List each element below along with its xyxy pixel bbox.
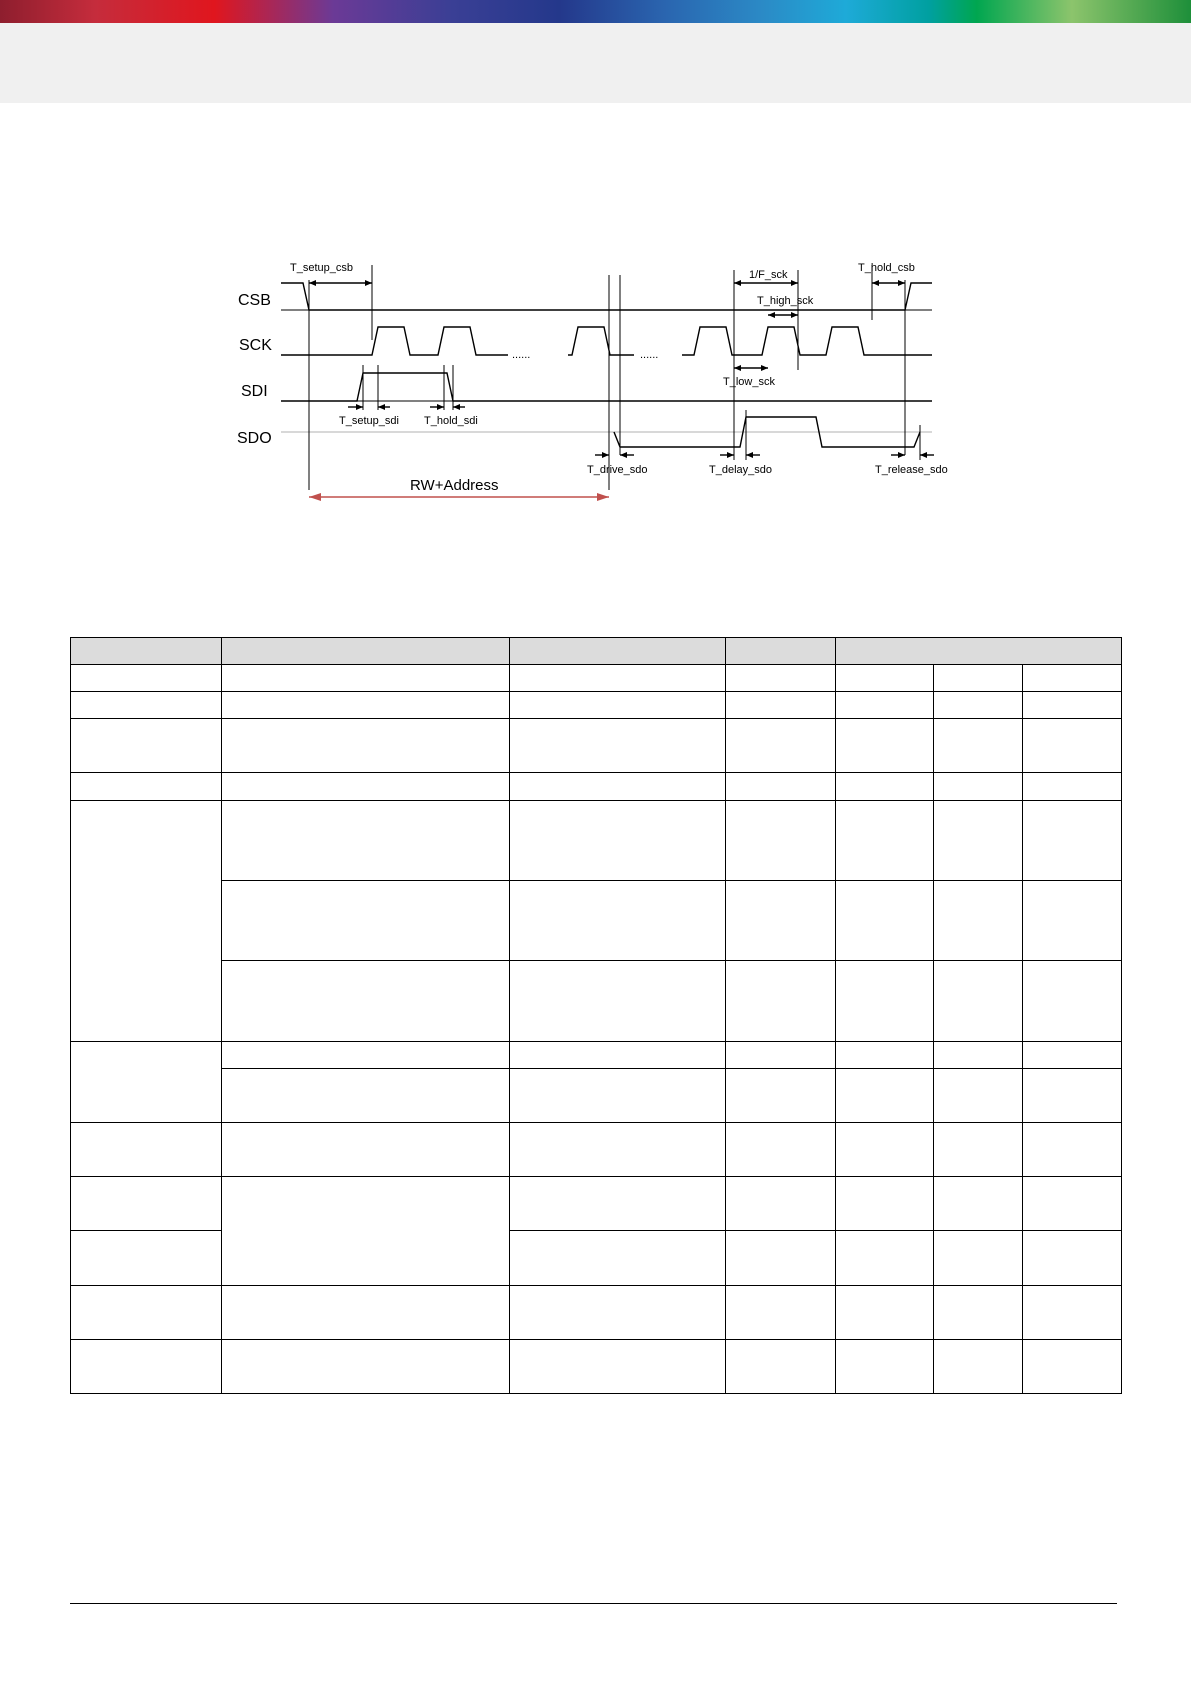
t-release-sdo-label: T_release_sdo: [875, 464, 948, 476]
table-cell: [71, 665, 222, 692]
table-cell: [222, 880, 510, 960]
header-cell: [726, 638, 836, 665]
table-cell: [726, 961, 836, 1041]
sck-waveform-end: [682, 327, 932, 355]
table-cell: [71, 1122, 222, 1176]
table-cell: [510, 961, 726, 1041]
table-cell: [726, 692, 836, 719]
table-cell: [510, 1339, 726, 1393]
table-cell: [934, 1041, 1023, 1068]
sck-continuation-dots-2: ......: [640, 349, 659, 361]
header-band: [0, 23, 1191, 103]
table-cell: [726, 773, 836, 800]
table-cell: [1023, 1068, 1122, 1122]
header-cell: [71, 638, 222, 665]
table-cell: [510, 1122, 726, 1176]
table-cell: [71, 1339, 222, 1393]
table-cell: [510, 1231, 726, 1285]
brand-color-bar: [0, 0, 1191, 23]
table-cell: [222, 1177, 510, 1285]
csb-waveform: [281, 283, 932, 310]
spi-timing-table: [70, 637, 1122, 1394]
table-row: [71, 1068, 1122, 1122]
table-cell: [934, 1339, 1023, 1393]
table-cell: [510, 692, 726, 719]
table-cell: [726, 1231, 836, 1285]
table-cell: [1023, 1122, 1122, 1176]
table-cell: [222, 1339, 510, 1393]
table-cell: [836, 1068, 934, 1122]
table-cell: [222, 773, 510, 800]
table-cell: [71, 1231, 222, 1285]
table-cell: [934, 773, 1023, 800]
table-cell: [1023, 1177, 1122, 1231]
table-cell: [222, 961, 510, 1041]
table-cell: [934, 665, 1023, 692]
table-cell: [1023, 880, 1122, 960]
table-cell: [836, 665, 934, 692]
table-cell: [510, 665, 726, 692]
table-cell: [836, 1339, 934, 1393]
table-cell: [726, 719, 836, 773]
table-cell: [222, 692, 510, 719]
table-cell: [726, 1285, 836, 1339]
table-cell: [726, 1177, 836, 1231]
table-cell: [934, 1068, 1023, 1122]
table-cell: [726, 800, 836, 880]
sdi-signal-label: SDI: [241, 383, 268, 400]
table-cell: [510, 1177, 726, 1231]
rw-address-label: RW+Address: [410, 477, 499, 494]
table-cell: [836, 961, 934, 1041]
table-cell: [836, 1177, 934, 1231]
table-cell: [222, 800, 510, 880]
table-body: [71, 665, 1122, 1394]
table-cell: [71, 692, 222, 719]
table-cell: [726, 1339, 836, 1393]
table-cell: [836, 1231, 934, 1285]
t-hold-csb-label: T_hold_csb: [858, 262, 915, 274]
table-cell: [836, 1122, 934, 1176]
table-cell: [1023, 1041, 1122, 1068]
table-cell: [934, 1122, 1023, 1176]
table-cell: [222, 665, 510, 692]
csb-signal-label: CSB: [238, 292, 271, 309]
table-cell: [222, 719, 510, 773]
table-row: [71, 1041, 1122, 1068]
table-cell: [71, 800, 222, 1041]
t-low-sck-label: T_low_sck: [723, 376, 775, 388]
table-cell: [510, 1068, 726, 1122]
table-cell: [934, 692, 1023, 719]
t-high-sck-label: T_high_sck: [757, 295, 814, 307]
table-cell: [1023, 1285, 1122, 1339]
f-sck-label: 1/F_sck: [749, 269, 788, 281]
t-setup-sdi-label: T_setup_sdi: [339, 415, 399, 427]
table-cell: [510, 1285, 726, 1339]
table-cell: [1023, 961, 1122, 1041]
table-row: [71, 880, 1122, 960]
table-cell: [836, 1041, 934, 1068]
t-delay-sdo-label: T_delay_sdo: [709, 464, 772, 476]
table-cell: [1023, 1339, 1122, 1393]
table-cell: [71, 1177, 222, 1231]
table-cell: [836, 719, 934, 773]
table-row: [71, 1339, 1122, 1393]
spi-timing-diagram: [0, 250, 1191, 520]
t-drive-sdo-label: T_drive_sdo: [587, 464, 648, 476]
table-row: [71, 719, 1122, 773]
table-cell: [1023, 800, 1122, 880]
t-setup-csb-label: T_setup_csb: [290, 262, 353, 274]
table-cell: [71, 719, 222, 773]
table-row: [71, 1177, 1122, 1231]
table-row: [71, 665, 1122, 692]
table-cell: [726, 880, 836, 960]
table-cell: [510, 800, 726, 880]
table-row: [71, 1285, 1122, 1339]
table-cell: [726, 1068, 836, 1122]
table-cell: [934, 800, 1023, 880]
table-cell: [836, 880, 934, 960]
table-cell: [1023, 773, 1122, 800]
sdi-waveform: [281, 373, 932, 401]
table-cell: [836, 800, 934, 880]
header-cell: [222, 638, 510, 665]
header-cell: [836, 638, 1122, 665]
table-cell: [222, 1041, 510, 1068]
table-cell: [836, 773, 934, 800]
table-cell: [934, 880, 1023, 960]
table-cell: [510, 773, 726, 800]
table-cell: [222, 1285, 510, 1339]
table-cell: [1023, 719, 1122, 773]
table-cell: [836, 1285, 934, 1339]
sck-continuation-dots: ......: [512, 349, 531, 361]
table-row: [71, 961, 1122, 1041]
table-row: [71, 1122, 1122, 1176]
table-cell: [1023, 692, 1122, 719]
table-cell: [726, 1122, 836, 1176]
table-row: [71, 692, 1122, 719]
table-cell: [71, 773, 222, 800]
table-cell: [510, 719, 726, 773]
t-hold-sdi-label: T_hold_sdi: [424, 415, 478, 427]
table-cell: [934, 961, 1023, 1041]
table-cell: [726, 665, 836, 692]
table-header-row: [71, 638, 1122, 665]
table-cell: [71, 1285, 222, 1339]
table-cell: [934, 1285, 1023, 1339]
table-cell: [726, 1041, 836, 1068]
sck-waveform: [281, 327, 508, 355]
table-row: [71, 800, 1122, 880]
table-cell: [1023, 1231, 1122, 1285]
table-cell: [510, 1041, 726, 1068]
sdo-signal-label: SDO: [237, 430, 272, 447]
sck-signal-label: SCK: [239, 337, 272, 354]
table-cell: [836, 692, 934, 719]
table-cell: [71, 1041, 222, 1122]
table-cell: [510, 880, 726, 960]
header-cell: [510, 638, 726, 665]
table-cell: [1023, 665, 1122, 692]
table-cell: [934, 1231, 1023, 1285]
table-cell: [222, 1068, 510, 1122]
table-row: [71, 773, 1122, 800]
sck-waveform-mid: [568, 327, 634, 355]
table-cell: [222, 1122, 510, 1176]
table-cell: [934, 1177, 1023, 1231]
footer-rule: [70, 1603, 1117, 1604]
table-cell: [934, 719, 1023, 773]
